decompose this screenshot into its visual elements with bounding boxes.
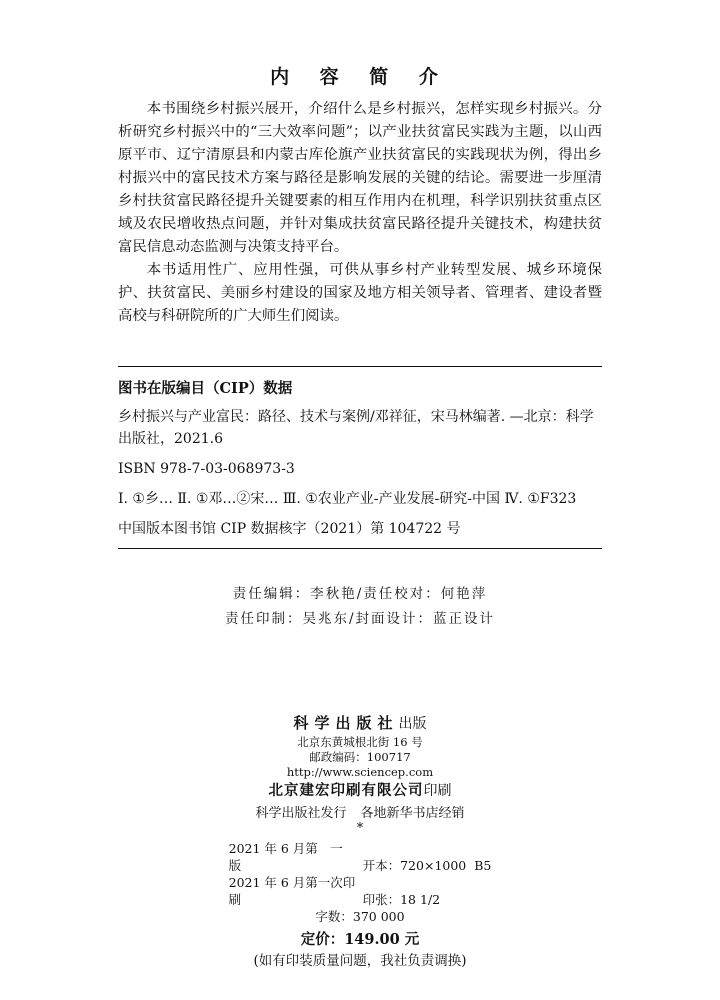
- publisher-suffix: 出版: [398, 716, 427, 732]
- quality-notice: (如有印装质量问题，我社负责调换): [253, 953, 467, 969]
- printer-name: 北京建宏印刷有限公司: [268, 782, 424, 799]
- publisher-address: 北京东黄城根北街 16 号: [297, 735, 423, 749]
- price: 定价：149.00 元: [300, 931, 420, 948]
- edition-info: [229, 840, 492, 908]
- credits-line-editor: 责任编辑：李秋艳/责任校对：何艳萍: [232, 586, 488, 602]
- word-count: 字数：370 000: [315, 909, 405, 924]
- credits-line-printing: 责任印制：吴兆东/封面设计：蓝正设计: [224, 611, 496, 627]
- cip-number: 中国版本图书馆 CIP 数据核字（2021）第 104722 号: [118, 521, 461, 537]
- cip-isbn: ISBN 978-7-03-068973-3: [118, 461, 295, 477]
- sheets: 印张：18 1/2: [362, 892, 441, 907]
- cip-record: 乡村振兴与产业富民：路径、技术与案例/邓祥征，宋马林编著. —北京：科学出版社，2021.6: [118, 409, 594, 447]
- intro-paragraph-2: 本书适用性广、应用性强，可供从事乡村产业转型发展、城乡环境保护、扶贫富民、美丽乡村建设的国家及地方相关领导者、管理者、建设者暨高校与科研院所的广大师生们阅读。: [118, 262, 602, 324]
- printing-line: 2021 年 6 月第一次印刷: [228, 875, 356, 907]
- retailer: 各地新华书店经销: [360, 806, 465, 821]
- printer-suffix: 印刷: [423, 783, 452, 799]
- publisher-line: [0, 712, 720, 735]
- cip-classification: Ⅰ. ①乡… Ⅱ. ①邓…②宋… Ⅲ. ①农业产业-产业发展-研究-中国 Ⅳ. ①F323: [118, 491, 577, 507]
- distributor: 科学出版社发行: [255, 806, 347, 821]
- edition-line: 2021 年 6 月第 一 版: [228, 841, 356, 873]
- separator-star: *: [356, 821, 364, 836]
- cip-block: [118, 366, 602, 549]
- intro-paragraph-1: 本书围绕乡村振兴展开，介绍什么是乡村振兴，怎样实现乡村振兴。分析研究乡村振兴中的“三大效率问题”；以产业扶贫富民实践为主题，以山西原平市、辽宁清原县和内蒙古库伦旗产业扶贫富民的实践现状为例，得出乡村振兴中的富民技术方案与路径是影响发展的关键的结论。需要进一步厘清乡村扶贫富民路径提升关键要素的相互作用内在机理，科学识别扶贫重点区域及农民增收热点问题，并针对集成扶贫富民路径提升关键技术，构建扶贫富民信息动态监测与决策支持平台。: [118, 101, 602, 255]
- printer-line: [0, 780, 720, 802]
- intro-title: 内 容 简 介: [270, 66, 450, 88]
- publisher-postcode: 邮政编码：100717: [309, 750, 411, 764]
- format-label: 开本：720×1000: [362, 858, 467, 873]
- staff-credits: [0, 582, 720, 632]
- publisher-name: 科学出版社: [293, 714, 399, 732]
- publisher-website: http://www.sciencep.com: [286, 765, 434, 779]
- colophon: [0, 712, 720, 971]
- cip-title: 图书在版编目（CIP）数据: [118, 380, 293, 397]
- format-size: B5: [474, 858, 492, 873]
- intro-body: [118, 98, 602, 328]
